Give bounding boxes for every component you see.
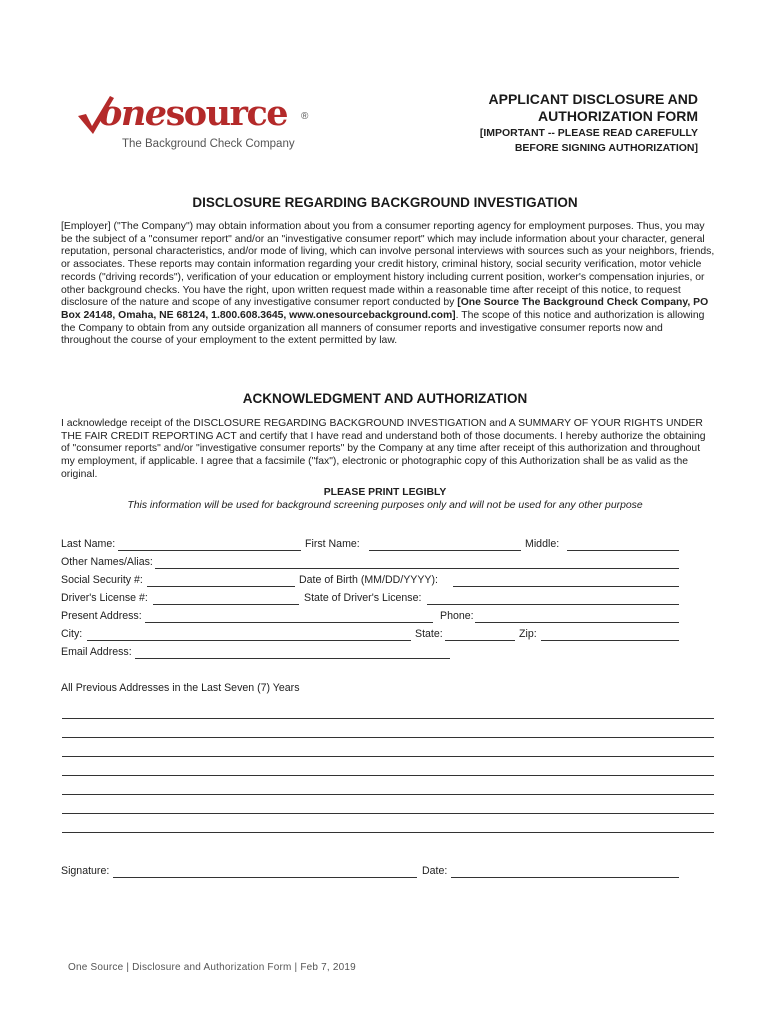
zip-field[interactable] xyxy=(541,640,679,641)
page-footer: One Source | Disclosure and Authorization Form | Feb 7, 2019 xyxy=(68,962,356,973)
address-row xyxy=(61,610,681,624)
state-field[interactable] xyxy=(445,640,515,641)
last-name-label: Last Name: xyxy=(61,538,116,550)
ssn-dob-row xyxy=(61,574,681,588)
zip-label: Zip: xyxy=(519,628,537,640)
date-field[interactable] xyxy=(451,877,679,878)
previous-address-line-1[interactable] xyxy=(62,718,714,719)
drivers-license-label: Driver's License #: xyxy=(61,592,148,604)
name-row xyxy=(61,538,681,552)
ssn-label: Social Security #: xyxy=(61,574,143,586)
form-header xyxy=(418,91,698,155)
last-name-field[interactable] xyxy=(118,550,301,551)
city-label: City: xyxy=(61,628,83,640)
middle-name-field[interactable] xyxy=(567,550,679,551)
first-name-label: First Name: xyxy=(305,538,360,550)
previous-address-line-4[interactable] xyxy=(62,775,714,776)
form-title-line2: AUTHORIZATION FORM xyxy=(538,108,698,124)
disclosure-title: DISCLOSURE REGARDING BACKGROUND INVESTIGATION xyxy=(192,195,578,210)
purpose-note: This information will be used for background screening purposes only and will not be used for any other purpose xyxy=(127,500,643,511)
other-names-row xyxy=(61,556,681,570)
acknowledgment-body: I acknowledge receipt of the DISCLOSURE REGARDING BACKGROUND INVESTIGATION and A SUMMARY OF YOUR RIGHTS UNDER THE FAIR CREDIT REPORTING ACT and certify that I have read and understand both of those documents. I hereby authorize the obtaining of "consumer reports" and/or "investigative consumer reports" by the Company at any time after receipt of this authorization and throughout my employment, if applicable. I agree that a facsimile ("fax"), electronic or photographic copy of this Authorization shall be as valid as the original. xyxy=(61,418,706,480)
city-state-zip-row xyxy=(61,628,681,642)
important-note-line2: BEFORE SIGNING AUTHORIZATION] xyxy=(514,142,698,154)
dob-field[interactable] xyxy=(453,586,679,587)
phone-label: Phone: xyxy=(440,610,474,622)
drivers-license-field[interactable] xyxy=(153,604,299,605)
other-names-field[interactable] xyxy=(155,568,679,569)
phone-field[interactable] xyxy=(475,622,679,623)
drivers-license-row xyxy=(61,592,681,606)
print-legibly-note: PLEASE PRINT LEGIBLY xyxy=(323,487,447,498)
other-names-label: Other Names/Alias: xyxy=(61,556,153,568)
ssn-field[interactable] xyxy=(147,586,295,587)
present-address-field[interactable] xyxy=(145,622,433,623)
acknowledgment-title: ACKNOWLEDGMENT AND AUTHORIZATION xyxy=(242,391,528,406)
city-field[interactable] xyxy=(87,640,411,641)
email-field[interactable] xyxy=(135,658,450,659)
previous-address-line-6[interactable] xyxy=(62,813,714,814)
present-address-label: Present Address: xyxy=(61,610,142,622)
signature-row xyxy=(61,865,681,879)
email-label: Email Address: xyxy=(61,646,132,658)
date-label: Date: xyxy=(422,865,448,877)
signature-label: Signature: xyxy=(61,865,110,877)
previous-address-line-2[interactable] xyxy=(62,737,714,738)
previous-address-line-7[interactable] xyxy=(62,832,714,833)
dl-state-field[interactable] xyxy=(427,604,679,605)
previous-address-line-5[interactable] xyxy=(62,794,714,795)
state-label: State: xyxy=(415,628,443,640)
logo-wordmark: onesource xyxy=(99,93,288,134)
previous-address-line-3[interactable] xyxy=(62,756,714,757)
form-title-line1: APPLICANT DISCLOSURE AND xyxy=(488,91,698,107)
logo-tagline: The Background Check Company xyxy=(122,138,295,150)
email-row xyxy=(61,646,681,660)
signature-field[interactable] xyxy=(113,877,417,878)
middle-label: Middle: xyxy=(525,538,560,550)
onesource-logo xyxy=(76,92,326,154)
previous-addresses-label: All Previous Addresses in the Last Seven (7) Years xyxy=(61,682,300,694)
dl-state-label: State of Driver's License: xyxy=(304,592,422,604)
important-note-line1: [IMPORTANT -- PLEASE READ CAREFULLY xyxy=(479,127,698,139)
dob-label: Date of Birth (MM/DD/YYYY): xyxy=(299,574,438,586)
registered-mark: ® xyxy=(301,111,309,122)
disclosure-body: [Employer] ("The Company") may obtain information about you from a consumer reporting agency for employment purposes. Thus, you may be the subject of a "consumer report" and/or an "investigative consumer report" which may include information about your character, general reputation, personal characteristics, and/or mode of living, which can involve personal interviews with sources such as your neighbors, friends, or associates. These reports may contain information regarding your credit history, criminal history, social security verification, motor vehicle records ("driving records"), verification of your education or employment history including current position, worker's compensation injuries, or other background checks. You have the right, upon written request made within a reasonable time after receipt of this notice, to request disclosure of the nature and scope of any investigative consumer report conducted by [One Source The Background Check Company, PO Box 24148, Omaha, NE 68124, 1.800.608.3645, www.onesourcebackground.com]. The scope of this notice and authorization is allowing the Company to obtain from any outside organization all manners of consumer reports and investigative consumer reports now and throughout the course of your employment to the extent permitted by law. xyxy=(61,221,715,347)
first-name-field[interactable] xyxy=(369,550,521,551)
